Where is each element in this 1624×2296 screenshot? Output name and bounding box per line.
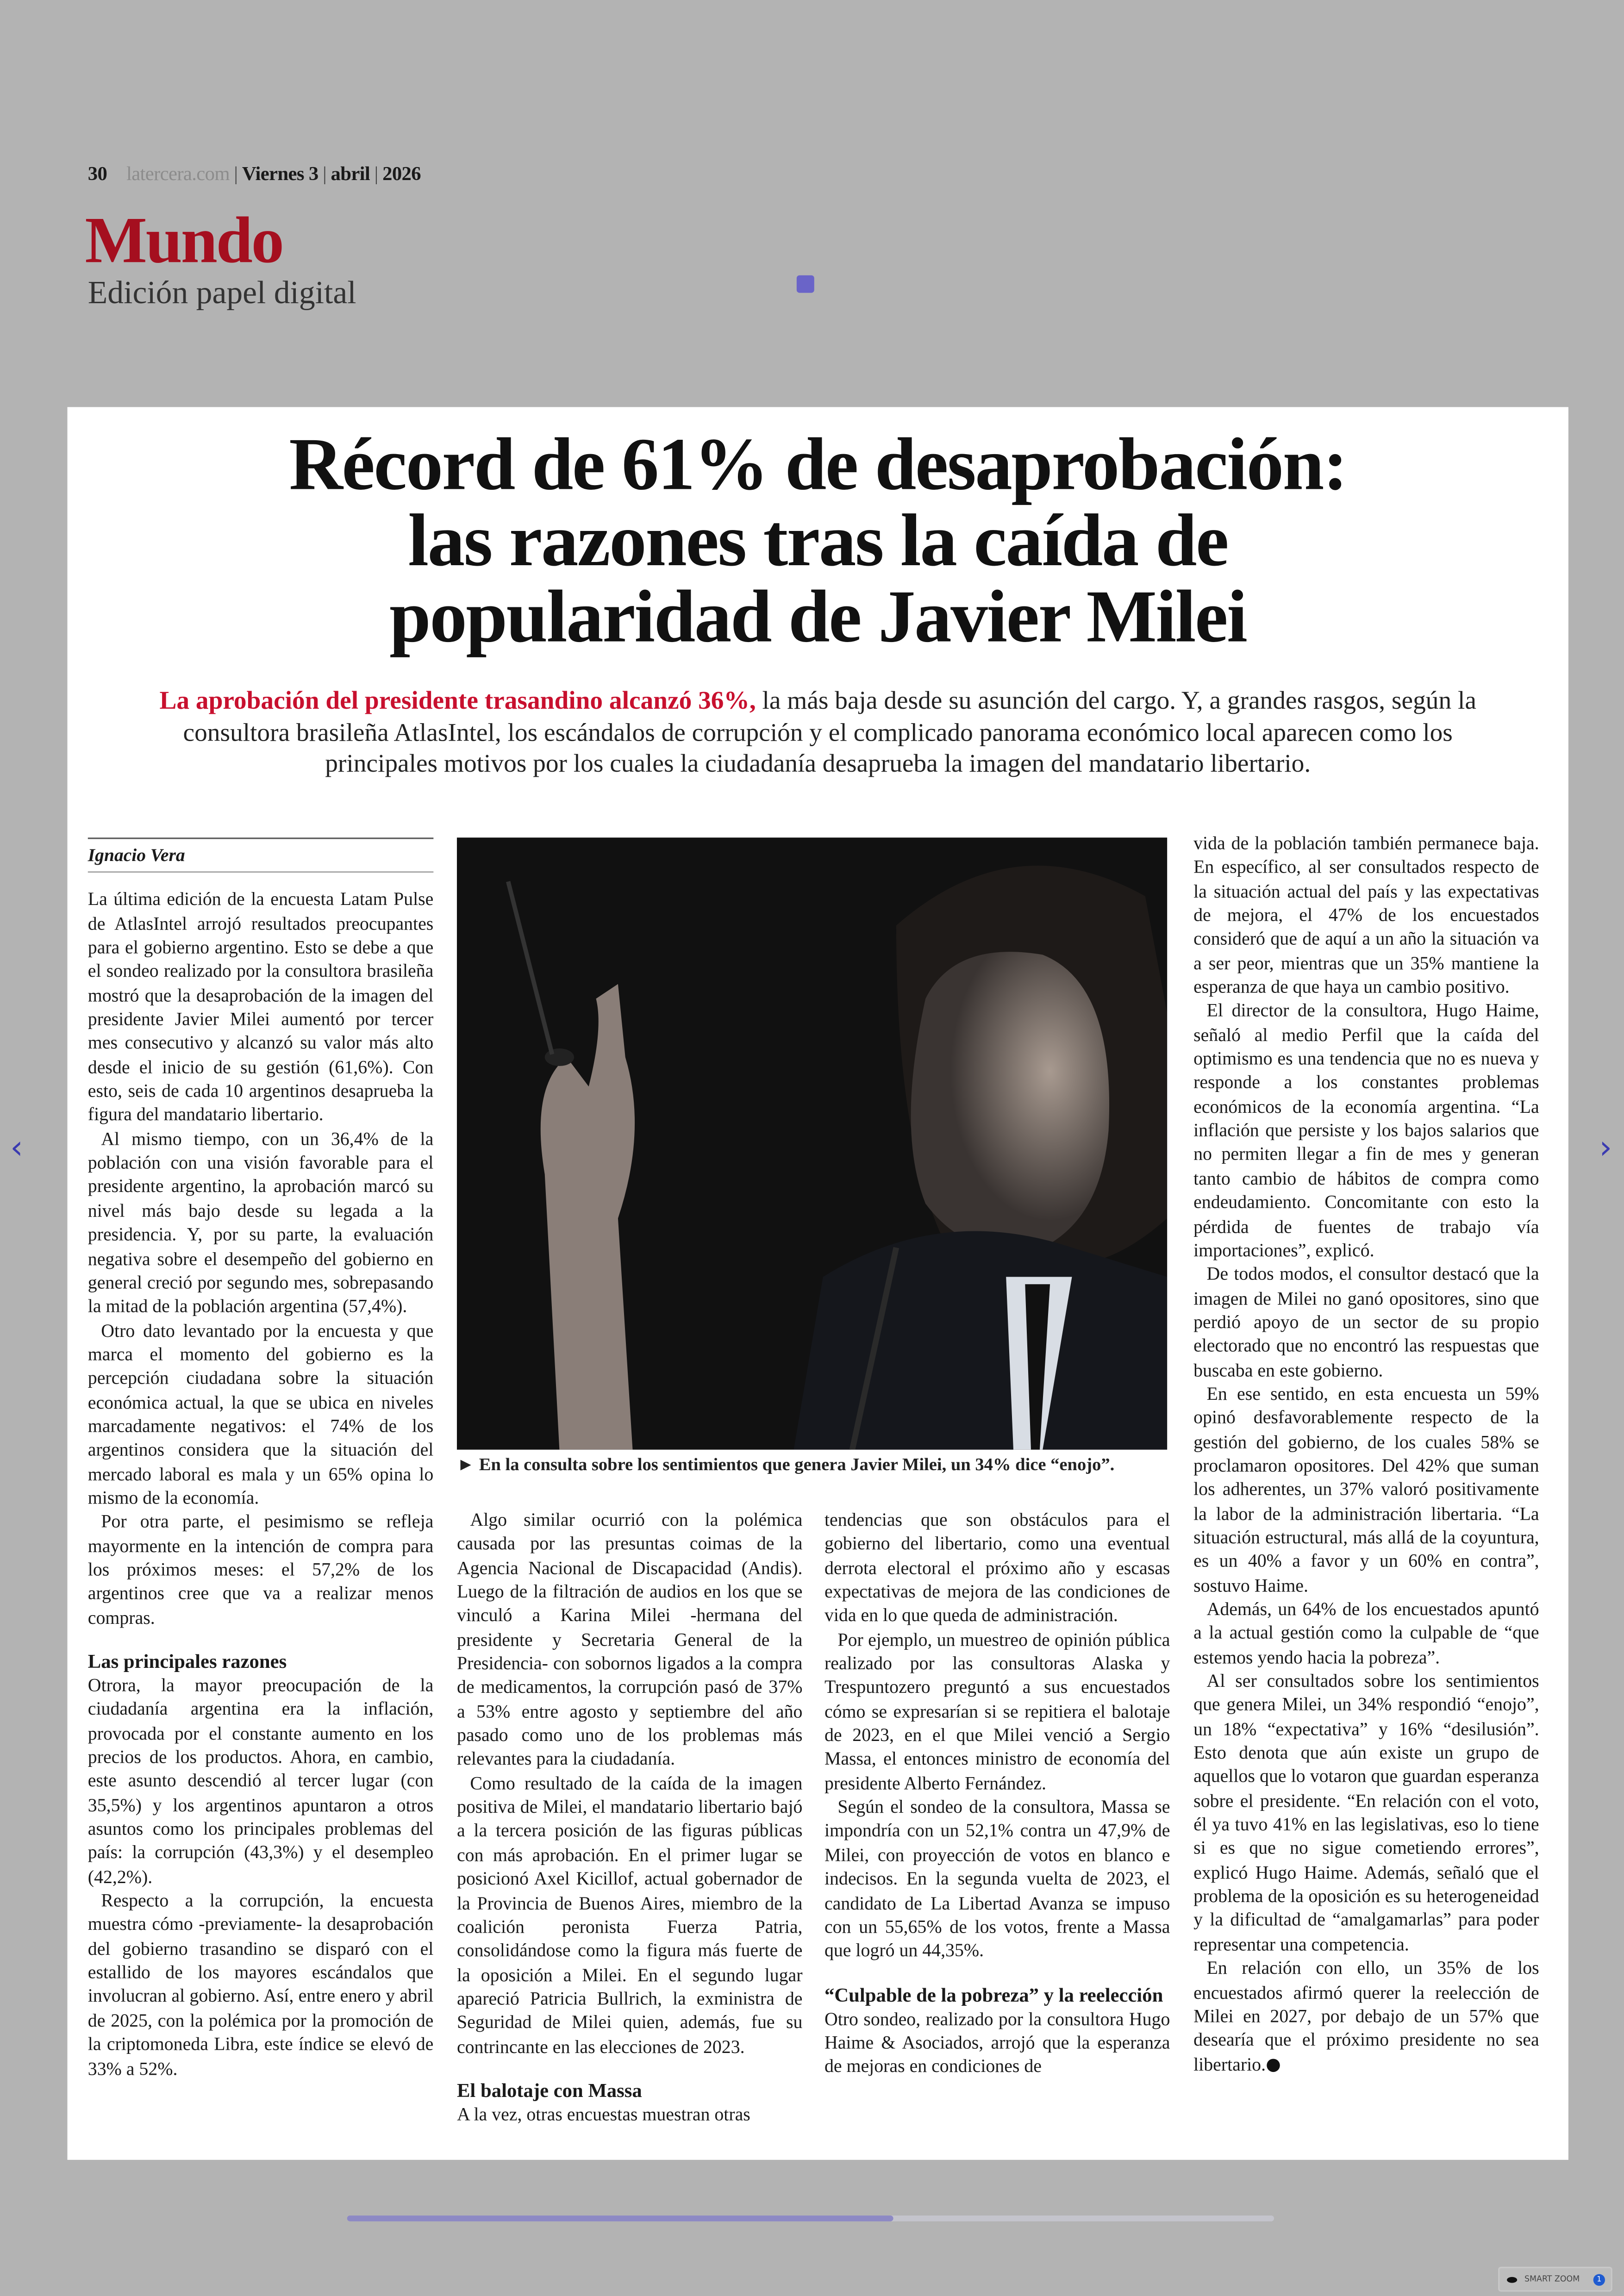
deck-highlight: La aprobación del presidente trasandino alcanzó 36%, (159, 685, 756, 715)
paragraph: De todos modos, el consultor destacó que la imagen de Milei no ganó opositores, sino que perdió apoyo de un sector de su propio electorado que no encontró las respuestas que buscaba en este gobierno. (1193, 1264, 1539, 1380)
paragraph: A la vez, otras encuestas muestran otras (456, 2104, 750, 2125)
milei-photo-image (457, 837, 1167, 1449)
paragraph: La última edición de la encuesta Latam Pulse de AtlasIntel arrojó resultados preocupantes para el gobierno argentino. Esto se debe a que el sondeo realizado por la consultora brasileña mostró que la desaprobación de la imagen del presidente Javier Milei aumentó por tercer mes consecutivo y alcanzó su valor más alto desde el inicio de su gestión (61,6%). Con esto, seis de cada 10 argentinos desaprueba la figura del mandatario libertario. (87, 889, 434, 1125)
paragraph: El director de la consultora, Hugo Haime, señaló al medio Perfil que la caída del optimismo es una tendencia que no es nueva y responde a los constantes problemas económicos de la economía argentina. “La inflación que persiste y los bajos salarios que no permiten llegar a fin de mes y generan tanto cambio de hábitos de compra como endeudamiento. Concomitante con esto la pérdida de fuentes de trabajo vía importaciones”, explicó. (1193, 1000, 1539, 1261)
next-page-icon[interactable]: › (1599, 1130, 1612, 1167)
paragraph: Algo similar ocurrió con la polémica causada por las presuntas coimas de la Agencia Nacional de Discapacidad (Andis). Luego de la filtración de audios en los que se vinculó a Karina Milei -hermana del presidente y Secretaria General de la Presidencia- con sobornos ligados a la compra de medicamentos, la corrupción pasó de 37% a 53% entre agosto y septiembre del año pasado como uno de los problemas más relevantes para la ciudadanía. (456, 1510, 803, 1770)
paragraph: Por ejemplo, un muestreo de opinión pública realizado por las consultoras Alaska y Trespuntozero preguntó a sus encuestados cómo se expresarían si se repitiera el balotaje de 2023, en el que Milei venció a Sergio Massa, el entonces ministro de economía del presidente Alberto Fernández. (824, 1629, 1170, 1794)
smart-zoom-button[interactable] (1498, 2267, 1612, 2292)
smart-zoom-badge: 1 (1593, 2273, 1605, 2285)
page-number: 30 (87, 162, 107, 185)
smart-zoom-label: SMART ZOOM (1524, 2275, 1580, 2284)
photo-caption: ► En la consulta sobre los sentimientos que genera Javier Milei, un 34% dice “enojo”. (456, 1454, 1115, 1475)
end-mark-icon (1267, 2058, 1280, 2071)
headline-line: Récord de 61% de desaprobación: (289, 424, 1347, 507)
page-menu-button[interactable] (797, 275, 814, 293)
paragraph: En ese sentido, en esta encuesta un 59% opinó desfavorablemente respecto de la gestión del gobierno, de los cuales 58% se proclamaron opositores. Del 42% que suman los adherentes, un 37% valoró positivamente la labor de la administración libertaria. “La situación estructural, más allá de la coyuntura, es un 40% a favor y un 60% en contra”, sostuvo Haime. (1193, 1384, 1539, 1596)
prev-page-icon[interactable]: ‹ (10, 1130, 24, 1167)
paragraph: Otrora, la mayor preocupación de la ciudadanía argentina era la inflación, provocada por el constante aumento en los precios de los productos. Ahora, en cambio, este asunto descendió al tercer lugar (con 35,5%) y los argentinos apuntaron a otros asuntos como los principales problemas del país: la corrupción (43,3%) y el desempleo (42,2%). (87, 1675, 434, 1887)
scrollbar-thumb[interactable] (347, 2215, 894, 2221)
column-3 (824, 1508, 1170, 2078)
section-title: Mundo (85, 203, 283, 277)
subheading: El balotaje con Massa (456, 2079, 642, 2102)
paragraph: Respecto a la corrupción, la encuesta muestra cómo -previamente- la desaprobación del gobierno trasandino se disparó con el estallido de los mayores escándalos que involucran al gobierno. Así, entre enero y abril de 2025, con la polémica por la promoción de la criptomoneda Libra, este índice se elevó de 33% a 52%. (87, 1890, 434, 2079)
subheading: Las principales razones (87, 1650, 287, 1672)
paragraph: En relación con ello, un 35% de los encuestados afirmó querer la reelección de Milei en 2027, por debajo de un 57% que desearía que el próximo presidente no sea libertario. (1193, 1958, 1539, 2074)
article-page (68, 407, 1568, 2159)
article-photo (457, 837, 1167, 1449)
headline-line: popularidad de Javier Milei (389, 577, 1247, 659)
paragraph: Según el sondeo de la consultora, Massa se impondría con un 52,1% contra un 47,9% de Milei, con proyección de votos en blanco e indecisos. En la segunda vuelta de 2023, el candidato de La Libertad Avanza se impuso con un 55,65% de los votos, frente a Massa que logró un 44,35%. (824, 1797, 1170, 1961)
date-day: Viernes 3 (242, 162, 319, 185)
paragraph: Como resultado de la caída de la imagen positiva de Milei, el mandatario libertario bajó a la tercera posición de las figuras públicas con más aprobación. En el primer lugar se posicionó Axel Kicillof, actual gobernador de la Provincia de Buenos Aires, miembro de la coalición peronista Fuerza Patria, consolidándose como la figura más fuerte de la oposición a Milei. En el segundo lugar apareció Patricia Bullrich, la exministra de Seguridad de Milei quien, además, fue su contrincante en las elecciones de 2023. (456, 1773, 803, 2057)
deck (126, 685, 1510, 780)
date-year: 2026 (382, 162, 421, 185)
site-name: latercera.com (126, 162, 230, 185)
subheading: “Culpable de la pobreza” y la reelección (824, 1983, 1163, 2006)
paragraph: Además, un 64% de los encuestados apuntó a la actual gestión como la culpable de “que estemos yendo hacia la pobreza”. (1193, 1599, 1539, 1668)
deck-text: la más baja desde su asunción del cargo. Y, a grandes rasgos, según la consultora brasileña AtlasIntel, los escándalos de corrupción y el complicado panorama económico local aparecen como los principales motivos por los cuales la ciudadanía desaprueba la imagen del mandatario libertario. (183, 685, 1476, 778)
page-scrollbar[interactable] (347, 2215, 1274, 2221)
paragraph: Otro dato levantado por la encuesta y que marca el momento del gobierno es la percepción ciudadana sobre la situación económica actual, la que se ubica en niveles marcadamente negativos: el 74% de los argentinos considera que la situación del mercado laboral es mala y un 65% opina lo mismo de la economía. (87, 1320, 434, 1509)
byline: Ignacio Vera (88, 837, 434, 873)
paragraph: Otro sondeo, realizado por la consultora Hugo Haime & Asociados, arrojó que la esperanza de mejoras en condiciones de (824, 2008, 1170, 2077)
column-1 (88, 837, 434, 2080)
folio: 30 latercera.com | Viernes 3 | abril | 2026 (87, 162, 421, 185)
column-4 (1193, 832, 1539, 2076)
paragraph: Al ser consultados sobre los sentimientos que genera Milei, un 34% respondió “enojo”, un 18% “expectativa” y 16% “desilusión”. Esto denota que aún existe un grupo de aquellos que lo votaron que guardan esperanza sobre el presidente. “En relación con el voto, él ya tuvo 41% en las legislativas, eso lo tiene si es que no sigue cometiendo errores”, explicó Hugo Haime. Además, señaló que el problema de la oposición es su heterogeneidad y la dificultad de “amalgamarlas” para poder representar una competencia. (1193, 1671, 1539, 1955)
eye-icon (1507, 2276, 1517, 2282)
paragraph: Al mismo tiempo, con un 36,4% de la población con una visión favorable para el presidente argentino, la aprobación marcó su nivel más bajo desde su legada a la presidencia. Y, por su parte, la evaluación negativa sobre el desempeño del gobierno en general creció por segundo mes, sobrepasando la mitad de la población argentina (57,4%). (87, 1129, 434, 1317)
headline-line: las razones tras la caída de (408, 500, 1228, 583)
paragraph: tendencias que son obstáculos para el gobierno del libertario, como una eventual derrota electoral el próximo año y escasas expectativas de mejora de las condiciones de vida en lo que queda de administración. (824, 1510, 1170, 1626)
edition-label: Edición papel digital (87, 274, 356, 311)
paragraph: vida de la población también permanece baja. En específico, al ser consultados respecto de la situación actual del país y las expectativas de mejora, el 47% de los encuestados consideró que de aquí a un año la situación va a ser peor, mientras que un 35% mantiene la esperanza de que haya un cambio positivo. (1193, 833, 1539, 998)
headline (68, 424, 1568, 659)
paragraph: Por otra parte, el pesimismo se refleja mayormente en la intención de compra para los próximos meses: el 57,2% de los argentinos cree que va a realizar menos compras. (87, 1511, 434, 1628)
column-2 (457, 1508, 803, 2127)
date-month: abril (331, 162, 370, 185)
